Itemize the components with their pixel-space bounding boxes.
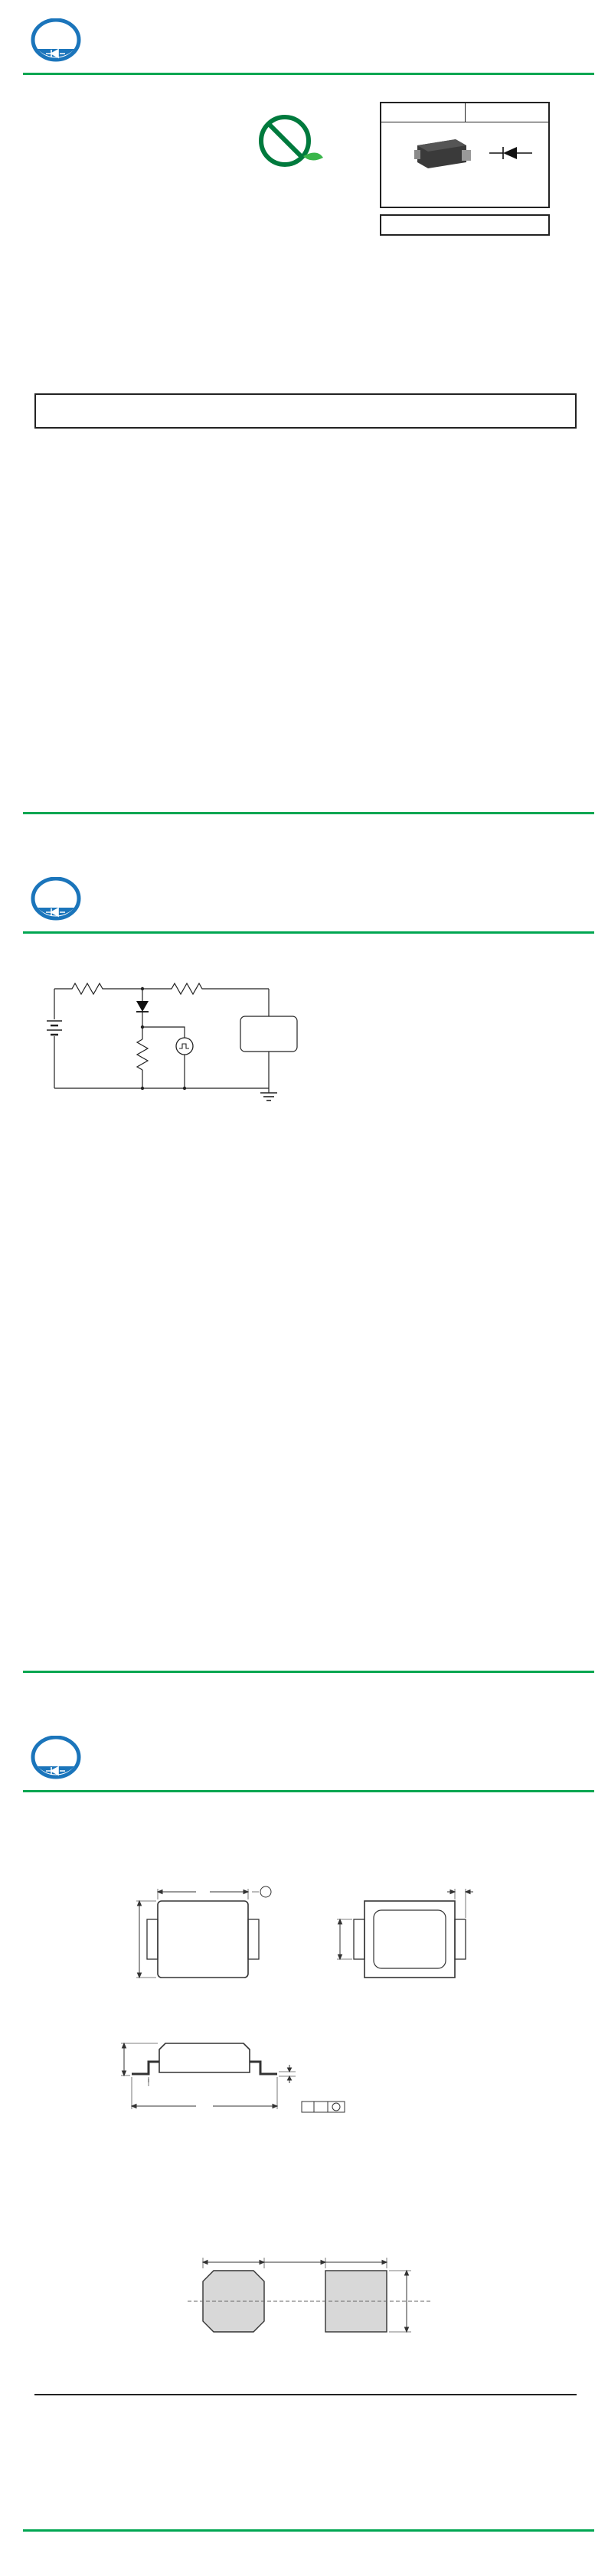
- page-3: [0, 1717, 608, 2576]
- package-outline-drawing: [67, 1886, 527, 2132]
- pin2-label: [465, 103, 549, 122]
- packing-options-table: [34, 2394, 577, 2395]
- fig6-title-line1: [78, 1497, 308, 1507]
- smc-package-icon: [382, 129, 549, 182]
- header-divider: [23, 73, 594, 75]
- marking-code-table: [380, 214, 550, 236]
- fig3-chart: [319, 1170, 548, 1317]
- company-logo-icon: [31, 877, 81, 921]
- feature-item: [44, 179, 47, 190]
- fig3-title: [319, 1160, 548, 1170]
- max-ratings-table: [34, 393, 577, 429]
- mech-item: [44, 281, 47, 292]
- pin1-label: [381, 103, 465, 122]
- pad-unit-note: [384, 2346, 387, 2347]
- footer-divider: [23, 2529, 594, 2532]
- page-1: [0, 0, 608, 859]
- fig6-chart: [78, 1517, 308, 1664]
- brand-block: [31, 877, 85, 921]
- reverse-recovery-waveform: [335, 960, 532, 1107]
- feature-item: [44, 194, 47, 204]
- fig5-chart: [319, 1331, 548, 1478]
- feature-item: [44, 165, 47, 175]
- header-divider: [23, 931, 594, 934]
- fig2-chart: [46, 1170, 276, 1317]
- fig2-block: [46, 1160, 276, 1321]
- fig4-title: [46, 1321, 276, 1331]
- header-divider: [23, 1790, 594, 1792]
- package-image-cell: [381, 122, 549, 207]
- company-logo-icon: [31, 18, 81, 63]
- brand-block: [31, 1736, 85, 1780]
- marking-code-heading: [381, 215, 549, 235]
- fig6-block: [78, 1497, 308, 1668]
- fig3-block: [319, 1160, 548, 1321]
- fig5-title: [319, 1321, 548, 1331]
- company-logo-icon: [31, 1736, 81, 1780]
- fig4-block: [46, 1321, 276, 1482]
- mounting-pad-drawing: [172, 2244, 448, 2343]
- footer-divider: [23, 1671, 594, 1673]
- fig6-title-line2: [78, 1507, 308, 1517]
- pb-free-rohs-icon: [256, 112, 346, 184]
- feature-item: [44, 150, 47, 161]
- fig2-title: [46, 1160, 276, 1170]
- mech-item: [44, 264, 47, 275]
- waveform-block: [335, 960, 532, 1111]
- footer-divider: [23, 812, 594, 814]
- feature-item: [44, 214, 47, 225]
- brand-block: [31, 18, 85, 63]
- fig5-block: [319, 1321, 548, 1482]
- test-circuit-diagram: [43, 972, 307, 1110]
- page-2: [0, 859, 608, 1717]
- mech-item: [44, 249, 47, 260]
- pinning-table: [380, 102, 550, 208]
- fig4-chart: [46, 1331, 276, 1478]
